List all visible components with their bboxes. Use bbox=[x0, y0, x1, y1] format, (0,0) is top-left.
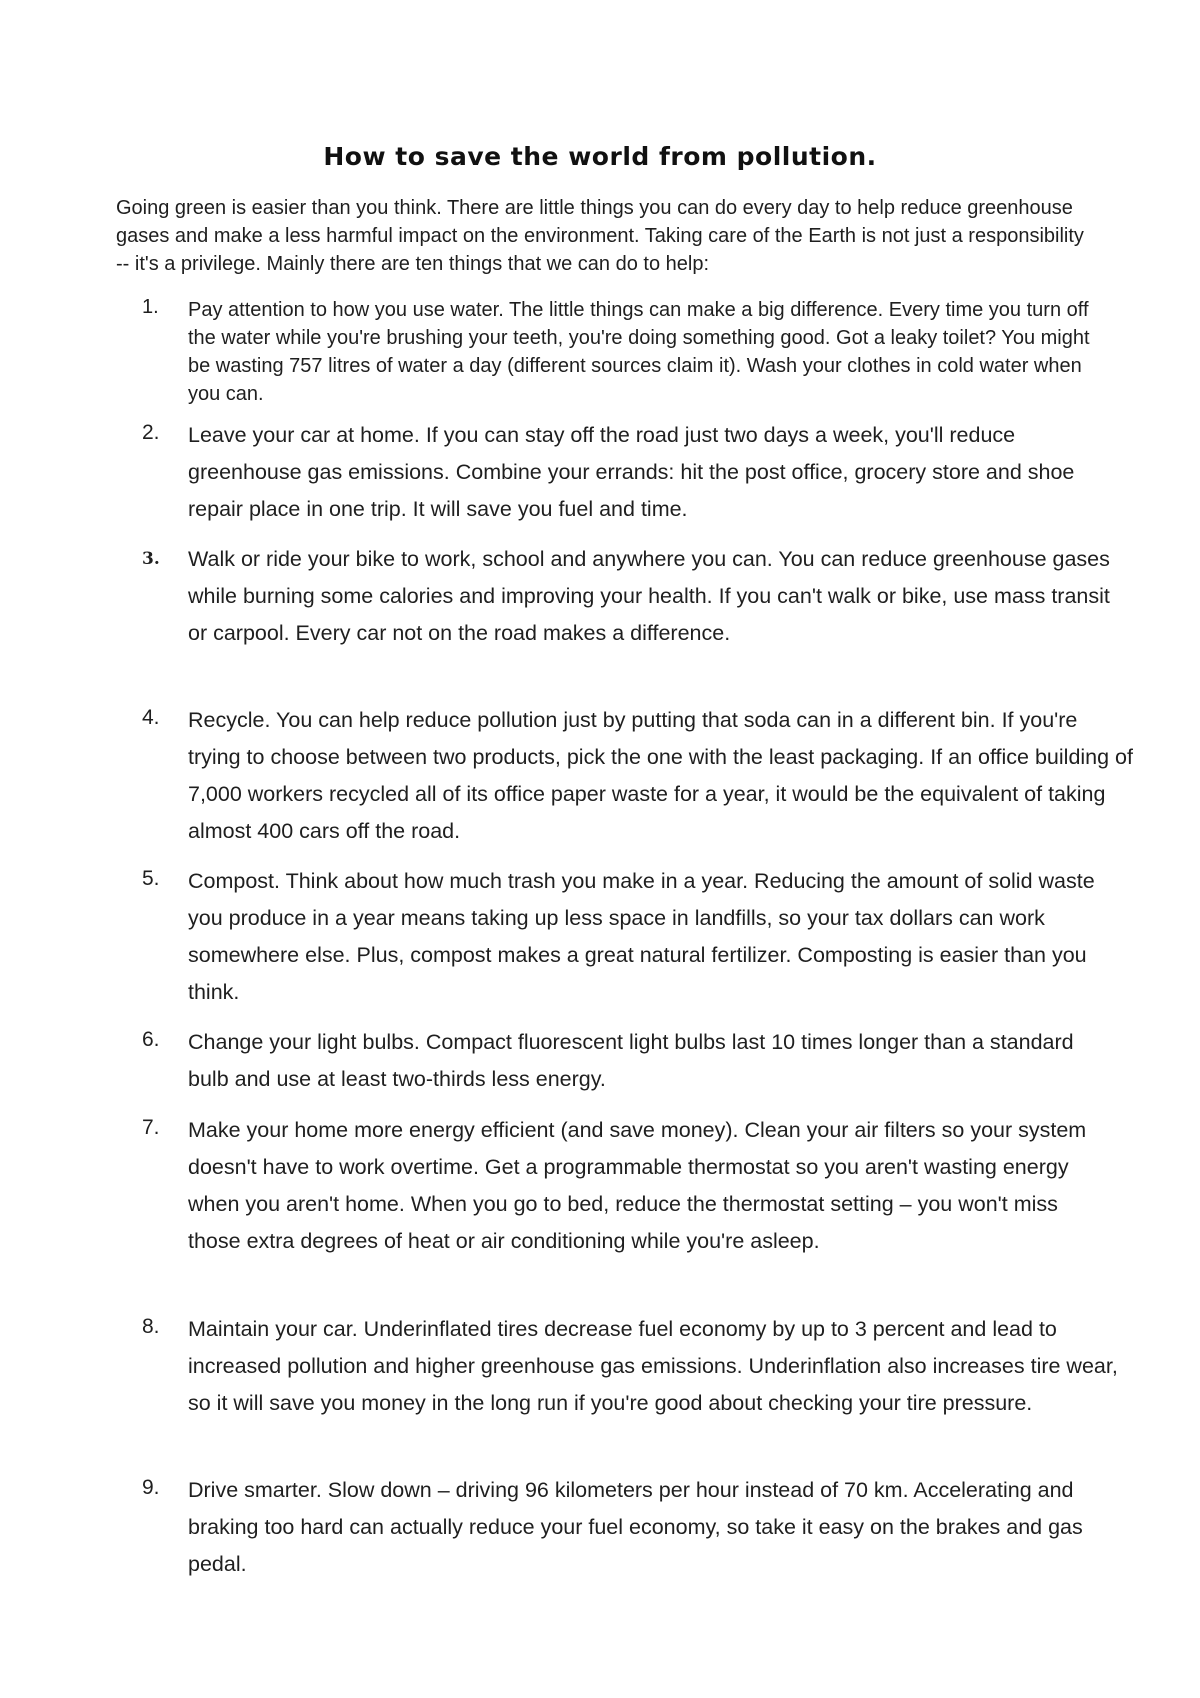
list-item-number: 8. bbox=[142, 1315, 160, 1338]
list-item-text: Change your light bulbs. Compact fluorescent light bulbs last 10 times longer than a standard bulb and use at least two-thirds less energy. bbox=[188, 1030, 1074, 1091]
list-item-number: 5. bbox=[142, 867, 160, 890]
list-item-number: 4. bbox=[142, 706, 160, 729]
list-item-text: Walk or ride your bike to work, school and anywhere you can. You can reduce greenhouse gases while burning some calories and improving your health. If you can't walk or bike, use mass transit or carpool. Every car not on the road makes a difference. bbox=[188, 547, 1110, 645]
list-item-text: Leave your car at home. If you can stay off the road just two days a week, you'll reduce greenhouse gas emissions. Combine your errands: hit the post office, grocery store and shoe repair place in one trip. It will save you fuel and time. bbox=[188, 423, 1075, 521]
list-item-number: 2. bbox=[142, 421, 160, 444]
list-item-text: Drive smarter. Slow down – driving 96 kilometers per hour instead of 70 km. Accelerating and braking too hard can actually reduce your fuel economy, so take it easy on the brakes and gas pedal. bbox=[188, 1478, 1083, 1576]
list-item-number: 1. bbox=[142, 296, 159, 318]
list-item-text: Make your home more energy efficient (and save money). Clean your air filters so your system doesn't have to work overtime. Get a programmable thermostat so you aren't wasting energy when you aren't home. When you go to bed, reduce the thermostat setting – you won't miss those extra degrees of heat or air conditioning while you're asleep. bbox=[188, 1118, 1087, 1253]
list-item-number: 9. bbox=[142, 1476, 160, 1499]
list-item-text: Compost. Think about how much trash you make in a year. Reducing the amount of solid waste you produce in a year means taking up less space in landfills, so your tax dollars can work somewhere else. Plus, compost makes a great natural fertilizer. Composting is easier than you think. bbox=[188, 869, 1095, 1004]
list-item-text: Pay attention to how you use water. The little things can make a big difference. Every time you turn off the water while you're brushing your teeth, you're doing something good. Got a leaky toilet? You might be wasting 757 litres of water a day (different sources claim it). Wash your clothes in cold water when you can. bbox=[188, 299, 1090, 405]
list-item-text: Recycle. You can help reduce pollution just by putting that soda can in a different bin. If you're trying to choose between two products, pick the one with the least packaging. If an office building of 7,000 workers recycled all of its office paper waste for a year, it would be the equivalent of taking almost 400 cars off the road. bbox=[188, 708, 1133, 843]
list-item-number: 7. bbox=[142, 1116, 160, 1139]
list-item-number: 6. bbox=[142, 1028, 160, 1051]
document-title: How to save the world from pollution. bbox=[323, 142, 877, 171]
intro-paragraph: Going green is easier than you think. There are little things you can do every day to help reduce greenhouse gases and make a less harmful impact on the environment. Taking care of the Earth is not just a responsibility -- it's a privilege. Mainly there are ten things that we can do to help: bbox=[116, 197, 1084, 275]
list-item-number: 3. bbox=[142, 549, 160, 569]
list-item-text: Maintain your car. Underinflated tires decrease fuel economy by up to 3 percent and lead to increased pollution and higher greenhouse gas emissions. Underinflation also increases tire wear, so it will save you money in the long run if you're good about checking your tire pressure. bbox=[188, 1317, 1118, 1415]
